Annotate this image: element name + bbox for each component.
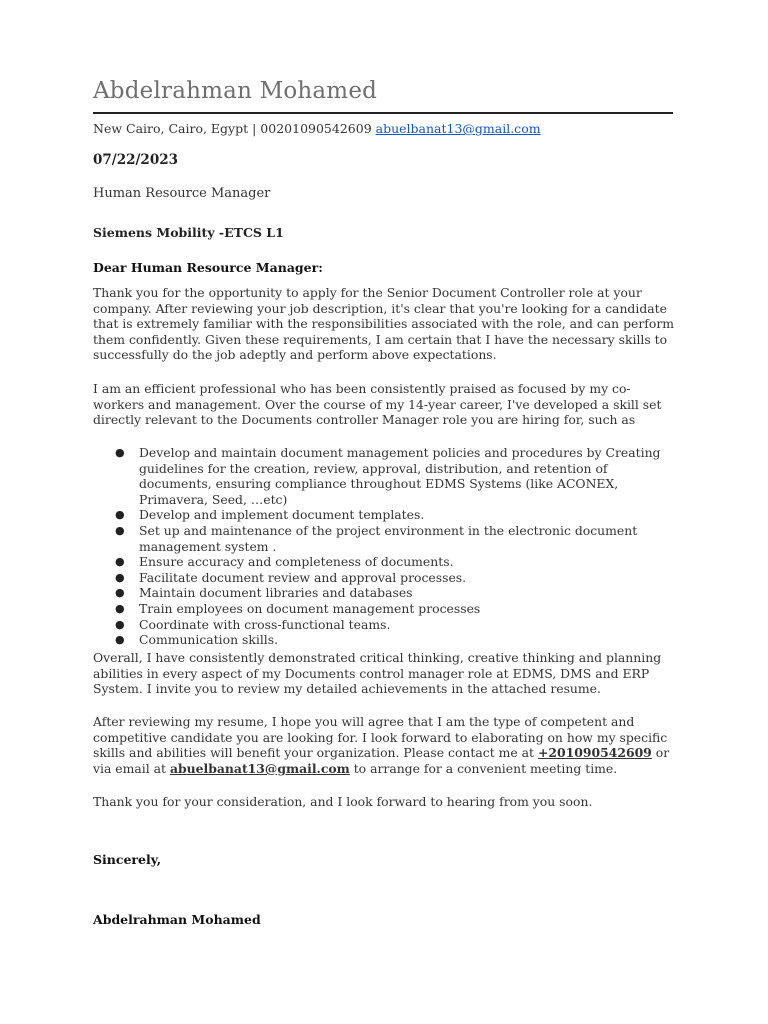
list-item-text: Facilitate document review and approval processes.	[139, 569, 467, 585]
list-item	[93, 554, 675, 570]
list-item-text: Maintain document libraries and databases	[139, 585, 413, 601]
paragraph-summary: Overall, I have consistently demonstrated critical thinking, creative thinking and planning abilities in every aspect of my Documents control manager role at EDMS, DMS and ERP System. I invite you to review my detailed achievements in the attached resume.	[93, 650, 662, 697]
list-item-text: Set up and maintenance of the project environment in the electronic document management system .	[139, 522, 638, 554]
list-item-text: Develop and maintain document management policies and procedures by Creating guidelines for the creation, review, approval, distribution, and retention of documents, ensuring compliance throughout EDMS Systems (like ACONEX, Primavera, Seed, …etc)	[139, 445, 661, 507]
bullet-icon: ●	[115, 586, 125, 600]
contact-email-link[interactable]: abuelbanat13@gmail.com	[375, 121, 541, 136]
contact-line	[93, 121, 541, 136]
list-item	[93, 632, 675, 648]
contact-request-text-3: to arrange for a convenient meeting time.	[349, 760, 618, 776]
list-item-text: Coordinate with cross-functional teams.	[139, 616, 391, 632]
header-divider	[93, 112, 673, 114]
paragraph-experience: I am an efficient professional who has been consistently praised as focused by my co-workers and management. Over the course of my 14-year career, I've developed a skill set directly relevant to the Documents controller Manager role you are hiring for, such as	[93, 381, 662, 428]
list-item	[93, 507, 675, 523]
paragraph-thanks: Thank you for your consideration, and I look forward to hearing from you soon.	[93, 794, 593, 809]
list-item-text: Develop and implement document templates.	[139, 507, 425, 523]
bullet-icon: ●	[115, 555, 125, 569]
email-link[interactable]: abuelbanat13@gmail.com	[169, 760, 350, 776]
company-name: Siemens Mobility -ETCS L1	[93, 225, 284, 240]
bullet-icon: ●	[115, 446, 125, 459]
list-item-text: Ensure accuracy and completeness of documents.	[139, 554, 454, 570]
bullet-icon: ●	[115, 601, 125, 615]
recipient-title: Human Resource Manager	[93, 186, 271, 201]
contact-address-phone: New Cairo, Cairo, Egypt | 00201090542609	[93, 121, 376, 136]
bullet-icon: ●	[115, 508, 125, 522]
salutation: Dear Human Resource Manager:	[93, 260, 323, 275]
contact-request-text: After reviewing my resume, I hope you will agree that I am the type of competent and competitive candidate you are looking for. I look forward to elaborating on how my specific skills and abilities will benefit your organization. Please contact me at	[93, 714, 668, 761]
bullet-icon: ●	[115, 617, 125, 631]
list-item	[93, 617, 675, 633]
bullet-icon: ●	[115, 570, 125, 584]
bullet-icon: ●	[115, 633, 125, 647]
skills-list	[93, 445, 675, 648]
bullet-icon: ●	[115, 523, 125, 537]
signature-name: Abdelrahman Mohamed	[93, 912, 261, 927]
phone-link[interactable]: +201090542609	[537, 745, 652, 761]
list-item	[93, 585, 675, 601]
paragraph-intro: Thank you for the opportunity to apply for the Senior Document Controller role at your company. After reviewing your job description, it's clear that you're looking for a candidate that is extremely familiar with the responsibilities associated with the role, and can perform them confidently. Given these requirements, I am certain that I have the necessary skills to successfully do the job adeptly and perform above expectations.	[93, 285, 674, 363]
list-item	[93, 445, 675, 507]
contact-request-text-2: or via email at	[93, 745, 670, 776]
list-item	[93, 523, 675, 554]
letter-date: 07/22/2023	[93, 152, 179, 168]
applicant-name-heading: Abdelrahman Mohamed	[93, 78, 378, 104]
closing: Sincerely,	[93, 852, 162, 867]
list-item	[93, 601, 675, 617]
list-item-text: Communication skills.	[139, 632, 279, 648]
list-item-text: Train employees on document management processes	[139, 600, 481, 616]
paragraph-contact-request	[93, 714, 675, 776]
list-item	[93, 570, 675, 586]
